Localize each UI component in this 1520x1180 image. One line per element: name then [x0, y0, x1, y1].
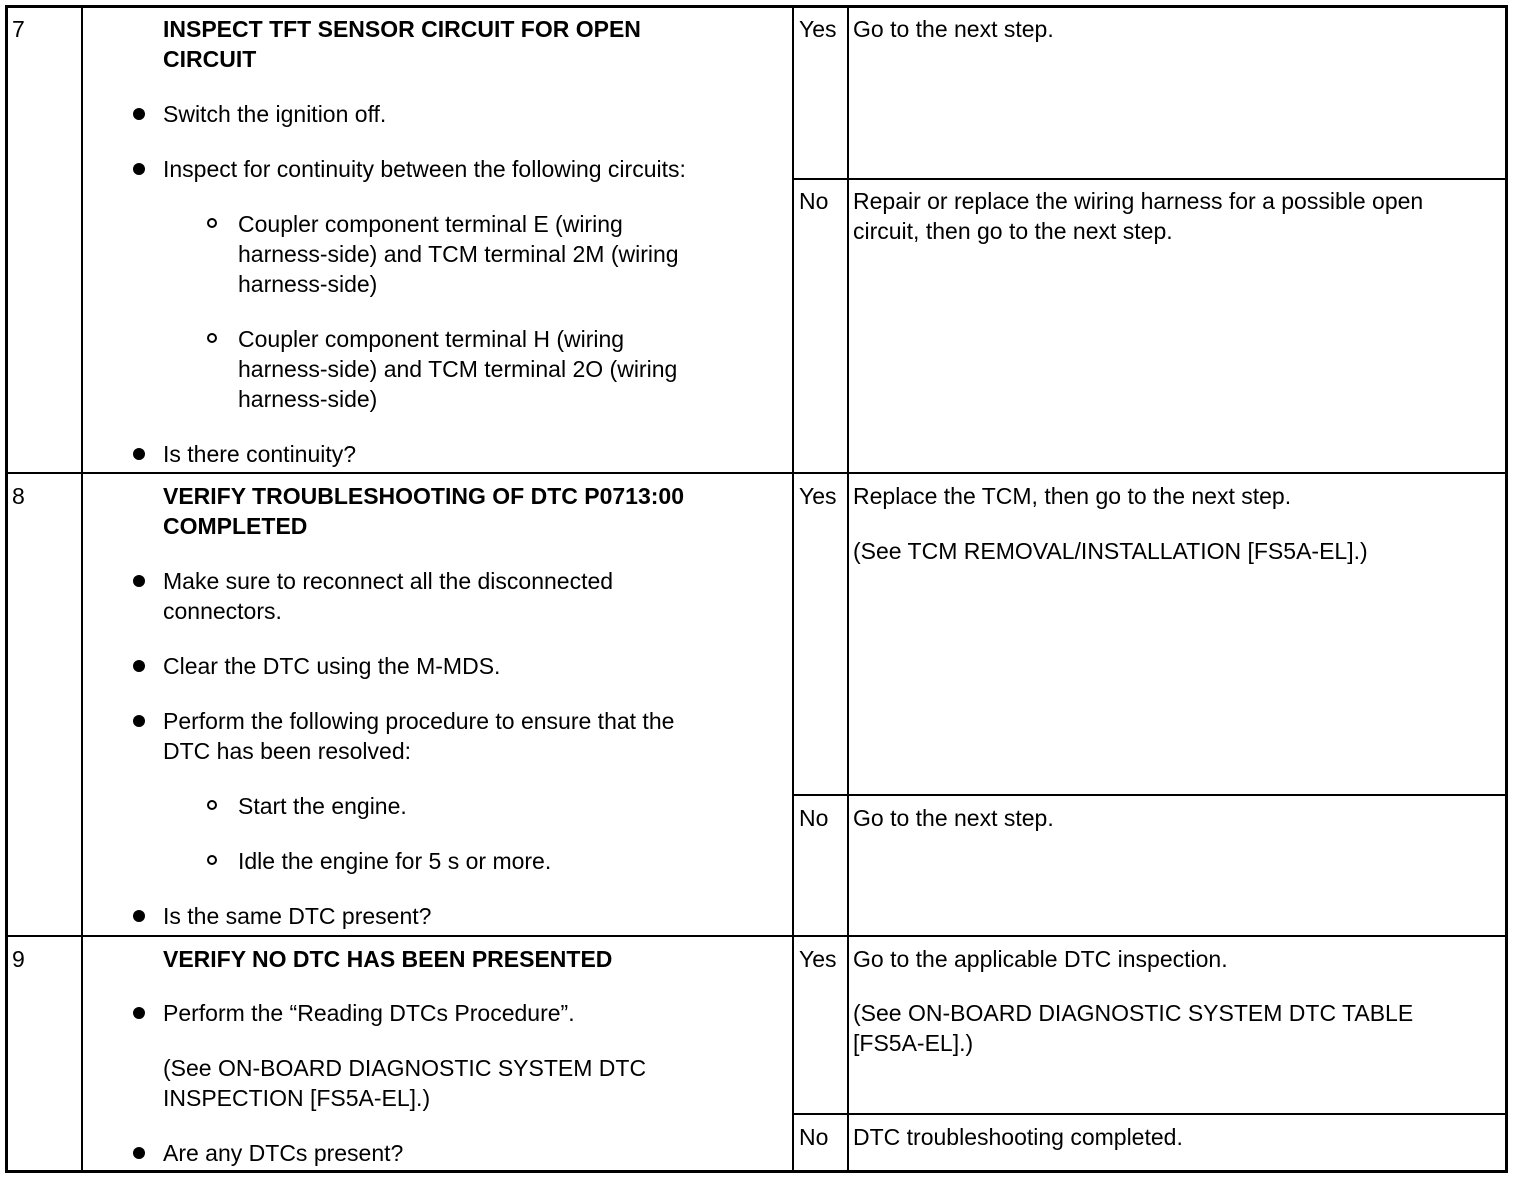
yes-label: Yes — [799, 16, 837, 42]
table-border-right — [1505, 5, 1508, 1173]
no-action: Go to the next step. — [853, 805, 1054, 831]
row-divider-step-7-8 — [5, 472, 1508, 474]
reference: (See ON-BOARD DIAGNOSTIC SYSTEM DTC — [163, 1055, 647, 1081]
no-label: No — [799, 1124, 829, 1150]
no-action-cont: circuit, then go to the next step. — [853, 218, 1173, 244]
yes-label: Yes — [799, 946, 837, 972]
step-number: 7 — [12, 16, 25, 42]
step-title-cont: CIRCUIT — [163, 46, 257, 72]
table-border-left — [5, 5, 8, 1173]
question: Is there continuity? — [163, 441, 357, 467]
bullet-icon — [133, 715, 145, 727]
step-number: 9 — [12, 946, 25, 972]
no-action: Repair or replace the wiring harness for a possible open — [853, 188, 1424, 214]
column-divider-result — [847, 5, 849, 1173]
action-item-cont: DTC has been resolved: — [163, 738, 412, 764]
bullet-icon — [133, 163, 145, 175]
bullet-icon — [133, 1147, 145, 1159]
no-label: No — [799, 188, 829, 214]
question: Is the same DTC present? — [163, 903, 432, 929]
no-action: DTC troubleshooting completed. — [853, 1124, 1183, 1150]
bullet-icon — [133, 910, 145, 922]
sub-bullet-icon — [207, 855, 217, 865]
sub-action-item: Idle the engine for 5 s or more. — [238, 848, 552, 874]
yes-action: Replace the TCM, then go to the next step. — [853, 483, 1292, 509]
action-item: Make sure to reconnect all the disconnected — [163, 568, 614, 594]
sub-action-item-cont: harness-side) — [238, 271, 378, 297]
no-label: No — [799, 805, 829, 831]
bullet-icon — [133, 448, 145, 460]
column-divider-action — [792, 5, 794, 1173]
action-item: Perform the following procedure to ensure that the — [163, 708, 675, 734]
column-divider-number — [81, 5, 83, 1173]
action-item-cont: connectors. — [163, 598, 282, 624]
bullet-icon — [133, 575, 145, 587]
step-title: INSPECT TFT SENSOR CIRCUIT FOR OPEN — [163, 16, 641, 42]
sub-action-item: Start the engine. — [238, 793, 407, 819]
bullet-icon — [133, 660, 145, 672]
sub-bullet-icon — [207, 333, 217, 343]
yes-no-divider-step-7 — [792, 178, 1508, 180]
action-item: Inspect for continuity between the following circuits: — [163, 156, 686, 182]
yes-reference: (See TCM REMOVAL/INSTALLATION [FS5A-EL].) — [853, 538, 1368, 564]
bullet-icon — [133, 1007, 145, 1019]
sub-action-item: Coupler component terminal E (wiring — [238, 211, 623, 237]
table-border-top — [5, 5, 1508, 8]
yes-no-divider-step-8 — [792, 794, 1508, 796]
bullet-icon — [133, 108, 145, 120]
question: Are any DTCs present? — [163, 1140, 404, 1166]
yes-action: Go to the next step. — [853, 16, 1054, 42]
sub-action-item: Coupler component terminal H (wiring — [238, 326, 625, 352]
yes-label: Yes — [799, 483, 837, 509]
yes-no-divider-step-9 — [792, 1113, 1508, 1115]
reference-cont: INSPECTION [FS5A-EL].) — [163, 1085, 431, 1111]
sub-bullet-icon — [207, 218, 217, 228]
sub-action-item-cont: harness-side) — [238, 386, 378, 412]
action-item: Clear the DTC using the M-MDS. — [163, 653, 501, 679]
step-number: 8 — [12, 483, 25, 509]
table-border-bottom — [5, 1170, 1508, 1173]
step-title-cont: COMPLETED — [163, 513, 308, 539]
sub-bullet-icon — [207, 800, 217, 810]
action-item: Switch the ignition off. — [163, 101, 387, 127]
step-title: VERIFY NO DTC HAS BEEN PRESENTED — [163, 946, 613, 972]
yes-action: Go to the applicable DTC inspection. — [853, 946, 1228, 972]
row-divider-step-8-9 — [5, 935, 1508, 937]
sub-action-item-cont: harness-side) and TCM terminal 2M (wiring — [238, 241, 679, 267]
sub-action-item-cont: harness-side) and TCM terminal 2O (wiring — [238, 356, 678, 382]
yes-reference: (See ON-BOARD DIAGNOSTIC SYSTEM DTC TABLE — [853, 1000, 1414, 1026]
action-item: Perform the “Reading DTCs Procedure”. — [163, 1000, 575, 1026]
step-title: VERIFY TROUBLESHOOTING OF DTC P0713:00 — [163, 483, 685, 509]
yes-reference-cont: [FS5A-EL].) — [853, 1030, 974, 1056]
